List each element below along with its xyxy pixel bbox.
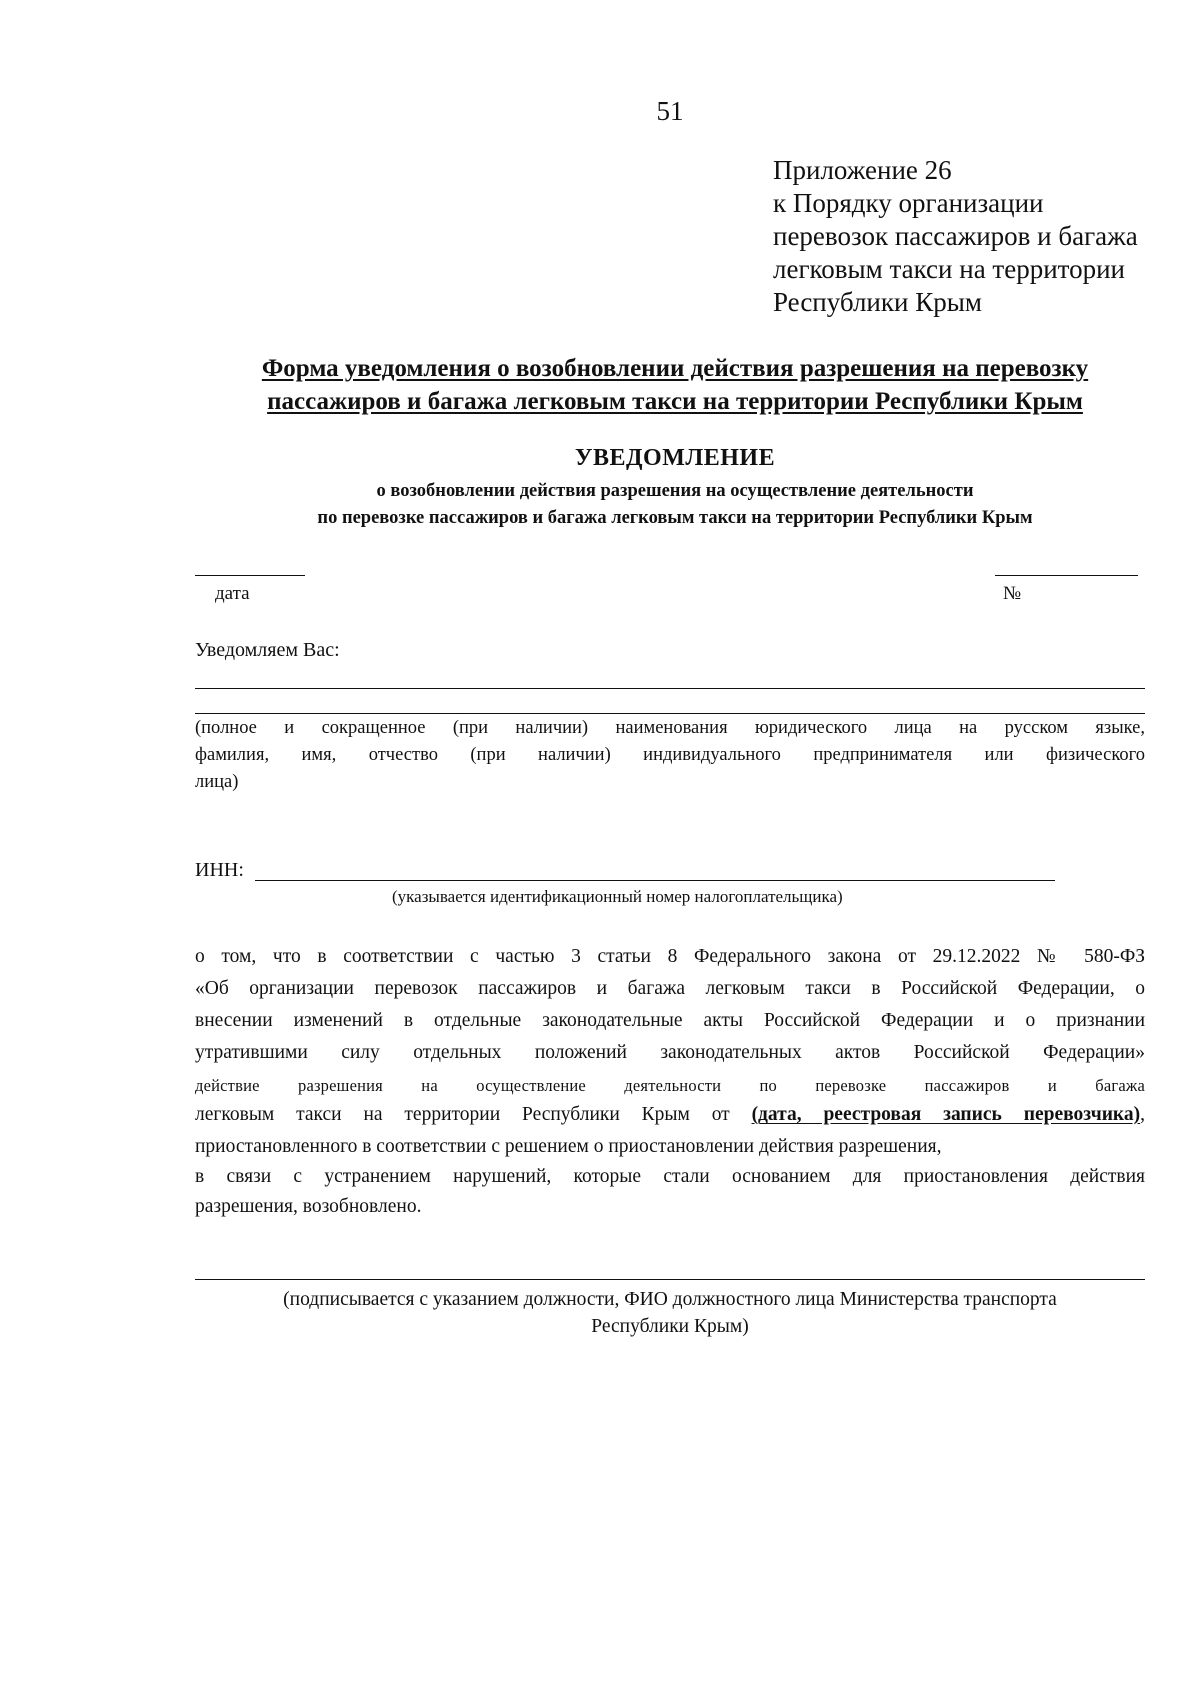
body-line-suffix: , xyxy=(1140,1104,1145,1125)
signature-note-line: Республики Крым) xyxy=(591,1316,749,1337)
entity-name-line-2[interactable] xyxy=(195,713,1145,714)
body-line: утратившими силу отдельных положений законодательных актов Российской Федерации» xyxy=(195,1042,1145,1063)
notice-heading: УВЕДОМЛЕНИЕ xyxy=(574,445,776,471)
entity-name-line-1[interactable] xyxy=(195,688,1145,689)
inn-blank-line[interactable] xyxy=(255,880,1055,881)
entity-hint-line: лица) xyxy=(195,772,239,792)
appendix-reference xyxy=(773,154,1138,319)
form-title-line: Форма уведомления о возобновлении действия разрешения на перевозку xyxy=(261,355,1089,382)
signature-note xyxy=(195,1286,1145,1340)
number-label: № xyxy=(1003,583,1022,604)
body-line: разрешения, возобновлено. xyxy=(195,1196,422,1217)
date-blank-line[interactable] xyxy=(195,575,305,576)
appendix-line: легковым такси на территории xyxy=(773,254,1126,284)
carrier-record-placeholder: (дата, реестровая запись перевозчика) xyxy=(751,1104,1141,1125)
body-line: приостановленного в соответствии с решением о приостановлении действия разрешения, xyxy=(195,1136,942,1157)
body-line-prefix: легковым такси на территории Республики Крым от xyxy=(195,1104,752,1125)
form-title-line: пассажиров и багажа легковым такси на территории Республики Крым xyxy=(267,388,1083,415)
notice-subtitle xyxy=(200,478,1150,532)
body-line: о том, что в соответствии с частью 3 статьи 8 Федерального закона от 29.12.2022 № 580-ФЗ xyxy=(195,946,1145,967)
body-line: в связи с устранением нарушений, которые стали основанием для приостановления действия xyxy=(195,1166,1145,1187)
inn-hint: (указывается идентификационный номер налогоплательщика) xyxy=(392,887,843,906)
inn-label: ИНН: xyxy=(195,859,244,881)
appendix-line: перевозок пассажиров и багажа xyxy=(773,221,1138,251)
form-title xyxy=(200,352,1150,418)
notice-subtitle-line: о возобновлении действия разрешения на осуществление деятельности xyxy=(376,481,974,501)
notify-label: Уведомляем Вас: xyxy=(195,639,340,661)
body-line: внесении изменений в отдельные законодательные акты Российской Федерации и о признании xyxy=(195,1010,1145,1031)
signature-note-line: (подписывается с указанием должности, ФИО должностного лица Министерства транспорта xyxy=(283,1289,1057,1310)
appendix-line: к Порядку организации xyxy=(773,188,1044,218)
notice-subtitle-line: по перевозке пассажиров и багажа легковым такси на территории Республики Крым xyxy=(317,508,1033,528)
signature-line[interactable] xyxy=(195,1279,1145,1280)
body-line: действие разрешения на осуществление деятельности по перевозке пассажиров и багажа xyxy=(195,1076,1145,1095)
entity-hint-line: (полное и сокращенное (при наличии) наименования юридического лица на русском языке, xyxy=(195,718,1145,738)
appendix-line: Республики Крым xyxy=(773,287,982,317)
number-blank-line[interactable] xyxy=(995,575,1138,576)
page-number: 51 xyxy=(656,96,684,126)
body-line-with-emphasis xyxy=(195,1104,1145,1126)
body-line: «Об организации перевозок пассажиров и багажа легковым такси в Российской Федерации, о xyxy=(195,978,1145,999)
entity-hint-line: фамилия, имя, отчество (при наличии) индивидуального предпринимателя или физического xyxy=(195,745,1145,765)
date-label: дата xyxy=(215,583,250,604)
appendix-line: Приложение 26 xyxy=(773,155,952,185)
